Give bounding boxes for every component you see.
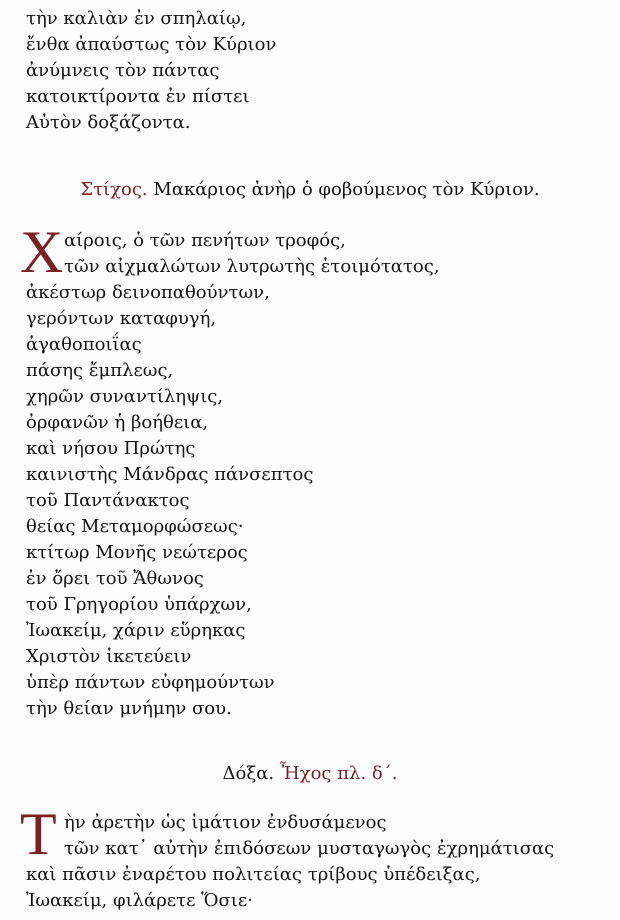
verse-line: τοῦ Γρηγορίου ὑπάρχων, [26,594,252,615]
stichos-label: Στίχος. [80,179,148,200]
verse-line: κτίτωρ Μονῆς νεώτερος [26,542,248,563]
verse-line: καὶ πᾶσιν ἐναρέτου πολιτείας τρίβους ὑπέδειξας, [26,864,481,885]
verse-line: κατοικτίροντα ἐν πίστει [26,86,250,107]
dropcap-initial: Τ [20,801,57,867]
verse-line: αίροις, ὁ τῶν πενήτων τροφός, [64,230,346,251]
top-stanza [26,6,596,136]
verse-line: πάσης ἔμπλεως, [26,360,174,381]
verse-line: χηρῶν συναντίληψις, [26,386,224,407]
stichos-text: Μακάριος ἀνὴρ ὁ φοβούμενος τὸν Κύριον. [153,179,540,200]
verse-line: ἀγαθοποιΐας [26,334,142,355]
doxa-label: Δόξα. [222,763,275,784]
verse-line: Αὐτὸν δοξάζοντα. [26,112,191,133]
verse-line: ὑπὲρ πάντων εὐφημούντων [26,672,275,693]
stichos-line [0,177,620,203]
main-stanza [20,219,596,722]
final-stanza [20,801,596,914]
verse-line: ἀνύμνεις τὸν πάντας [26,60,220,81]
echos-label: Ἦχος πλ. δ΄. [279,763,398,784]
verse-line: τὴν καλιὰν ἐν σπηλαίῳ, [26,8,247,29]
doxa-heading [0,761,620,787]
verse-line: Χριστὸν ἱκετεύειν [26,646,192,667]
verse-line: θείας Μεταμορφώσεως· [26,516,244,537]
verse-line: καὶ νήσου Πρώτης [26,438,196,459]
verse-line: γερόντων καταφυγή, [26,308,217,329]
verse-line: Ἰωακείμ, φιλάρετε Ὅσιε· [26,890,253,911]
verse-line: τῶν κατ᾽ αὐτὴν ἐπιδόσεων μυσταγωγὸς ἐχρημάτισας [64,838,555,859]
verse-line: τῶν αἰχμαλώτων λυτρωτὴς ἑτοιμότατος, [64,256,440,277]
verse-line: τὴν θείαν μνήμην σου. [26,698,232,719]
verse-line: τοῦ Παντάνακτος [26,490,190,511]
verse-line: καινιστὴς Μάνδρας πάνσεπτος [26,464,314,485]
verse-line: ἐν ὄρει τοῦ Ἄθωνος [26,568,204,589]
verse-line: ὴν ἀρετὴν ὡς ἱμάτιον ἐνδυσάμενος [64,812,387,833]
verse-line: Ἰωακείμ, χάριν εὕρηκας [26,620,246,641]
verse-line: ἔνθα ἀπαύστως τὸν Κύριον [26,34,277,55]
verse-line: ὀρφανῶν ἡ βοήθεια, [26,412,209,433]
verse-line: ἀκέστωρ δεινοπαθούντων, [26,282,270,303]
dropcap-initial: Χ [20,219,64,285]
